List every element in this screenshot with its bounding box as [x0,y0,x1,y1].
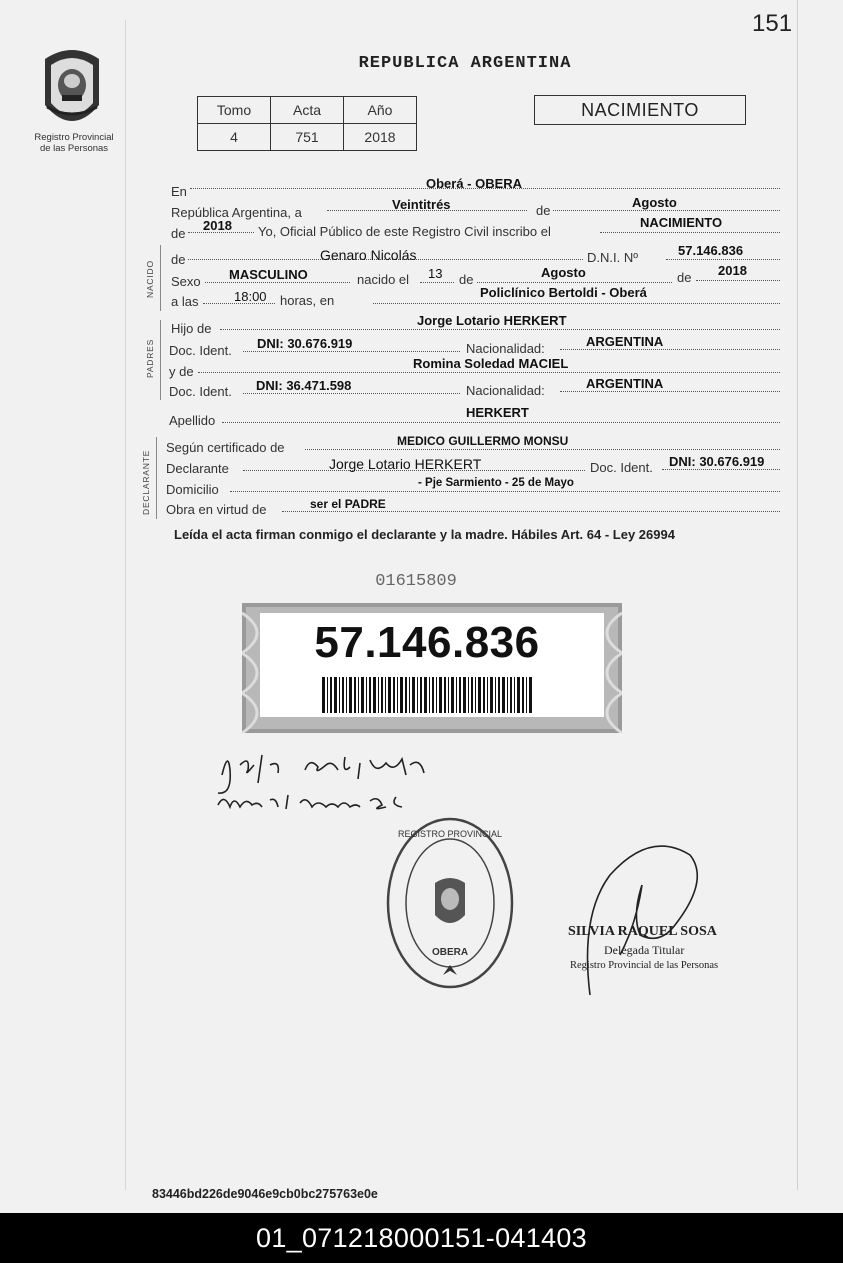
obra-label: Obra en virtud de [166,502,267,517]
birth-month-value: Agosto [541,265,586,280]
header-title: REPUBLICA ARGENTINA [358,54,572,73]
dotted-line [220,329,780,330]
day-words-value: Veintitrés [392,197,451,212]
official-name: SILVIA RAQUEL SOSA [568,924,717,939]
obra-value: ser el PADRE [310,497,386,511]
declarante-label: Declarante [166,461,229,476]
logo-caption-line1: Registro Provincial [34,132,114,143]
dotted-line [420,282,454,283]
a-las-label: a las [171,294,199,309]
section-divider [160,245,161,311]
closing-notes: Leída el acta firman conmigo el declarante y la madre. Hábiles Art. 64 - Ley 26994 [174,527,675,542]
en-label: En [171,184,187,199]
apellido-label: Apellido [169,413,216,428]
registry-header-tomo: Tomo [198,97,271,124]
domicilio-label: Domicilio [166,482,219,497]
section-label-declarante: DECLARANTE [141,449,151,515]
mother-doc-value: DNI: 36.471.598 [256,378,352,393]
y-de-label: y de [169,364,194,379]
section-label-padres: PADRES [145,338,155,378]
inscribo-label: Yo, Oficial Público de este Registro Civil inscribo el [258,224,551,239]
birth-place-value: Policlínico Bertoldi - Oberá [480,285,647,300]
nacido-el-label: nacido el [357,272,410,287]
declarante-value: Jorge Lotario HERKERT [329,456,482,472]
child-name-value: Genaro Nicolás [320,247,417,263]
hijo-de-label: Hijo de [171,321,212,336]
dotted-line [560,391,780,392]
sheet-edge-right [797,0,798,1190]
de2-label: de [171,226,186,241]
registry-value-acta: 751 [271,124,344,151]
section-divider [160,320,161,400]
declarante-doc-value: DNI: 30.676.919 [669,454,765,469]
logo-caption [22,132,126,154]
dotted-line [305,449,780,450]
apellido-value: HERKERT [466,405,529,420]
official-org: Registro Provincial de las Personas [570,960,719,971]
father-name-value: Jorge Lotario HERKERT [417,313,567,328]
certificado-label: Según certificado de [166,440,285,455]
nacionalidad-label: Nacionalidad: [466,383,545,398]
mother-nationality-value: ARGENTINA [586,376,664,391]
place-value: Oberá - OBERA [426,176,523,191]
official-role: Delegada Titular [604,943,685,957]
de-label: de [677,270,692,285]
month-value: Agosto [632,195,677,210]
parent-signatures [210,745,440,825]
dotted-line [230,491,780,492]
certificado-value: MEDICO GUILLERMO MONSU [397,434,569,448]
document-type-box: NACIMIENTO [534,95,746,125]
dotted-line [373,303,780,304]
official-signature [580,835,710,1000]
logo-caption-line2: de las Personas [39,143,109,154]
svg-text:OBERA: OBERA [431,947,469,958]
dotted-line [243,351,460,352]
horas-label: horas, en [280,293,335,308]
registry-value-anio: 2018 [344,124,417,151]
barcode-icon [322,677,532,713]
dotted-line [205,282,350,283]
domicilio-value: - Pje Sarmiento - 25 de Mayo [418,477,574,489]
section-divider [156,437,157,519]
dotted-line [696,280,780,281]
sticker-serial: 01615809 [375,572,457,591]
sexo-value: MASCULINO [229,267,308,282]
dni-label: D.N.I. Nº [587,250,638,265]
registry-value-row [198,124,417,151]
sexo-label: Sexo [171,274,201,289]
footer-filename-bar: 01_071218000151-041403 [0,1213,843,1263]
dotted-line [553,210,780,211]
declarante-doc-label: Doc. Ident. [590,460,653,475]
republica-label: República Argentina, a [171,205,302,220]
nacionalidad-label: Nacionalidad: [466,341,545,356]
dotted-line [282,511,780,512]
mother-name-value: Romina Soledad MACIEL [413,356,569,371]
dotted-line [600,232,780,233]
year-value: 2018 [203,218,232,233]
child-dni-value: 57.146.836 [678,243,744,258]
dotted-line [666,259,780,260]
de-label: de [171,252,186,267]
official-seal [385,815,515,990]
provincial-emblem-icon [37,45,107,131]
registry-table [197,96,417,151]
dotted-line [198,372,780,373]
registry-header-row [198,97,417,124]
doc-ident-label: Doc. Ident. [169,343,232,358]
document-hash: 83446bd226de9046e9cb0bc275763e0e [152,1187,378,1201]
birth-time-value: 18:00 [234,289,267,304]
dotted-line [560,349,780,350]
registry-value-tomo: 4 [198,124,271,151]
doc-ident-label: Doc. Ident. [169,384,232,399]
svg-text:REGISTRO PROVINCIAL: REGISTRO PROVINCIAL [397,829,503,839]
registry-header-acta: Acta [271,97,344,124]
section-label-nacido: NACIDO [145,260,155,298]
father-nationality-value: ARGENTINA [586,334,664,349]
dotted-line [662,469,780,470]
page-number: 151 [752,10,793,37]
birth-year-value: 2018 [718,263,747,278]
dotted-line [243,393,460,394]
dotted-line [222,422,780,423]
de-label: de [459,272,474,287]
de-label: de [536,203,551,218]
inscribed-value: NACIMIENTO [640,215,723,230]
sticker-dni-number: 57.146.836 [314,618,540,667]
sheet-edge-left [125,20,126,1190]
registry-header-anio: Año [344,97,417,124]
dotted-line [477,282,672,283]
birth-day-value: 13 [428,266,443,281]
father-doc-value: DNI: 30.676.919 [257,336,353,351]
